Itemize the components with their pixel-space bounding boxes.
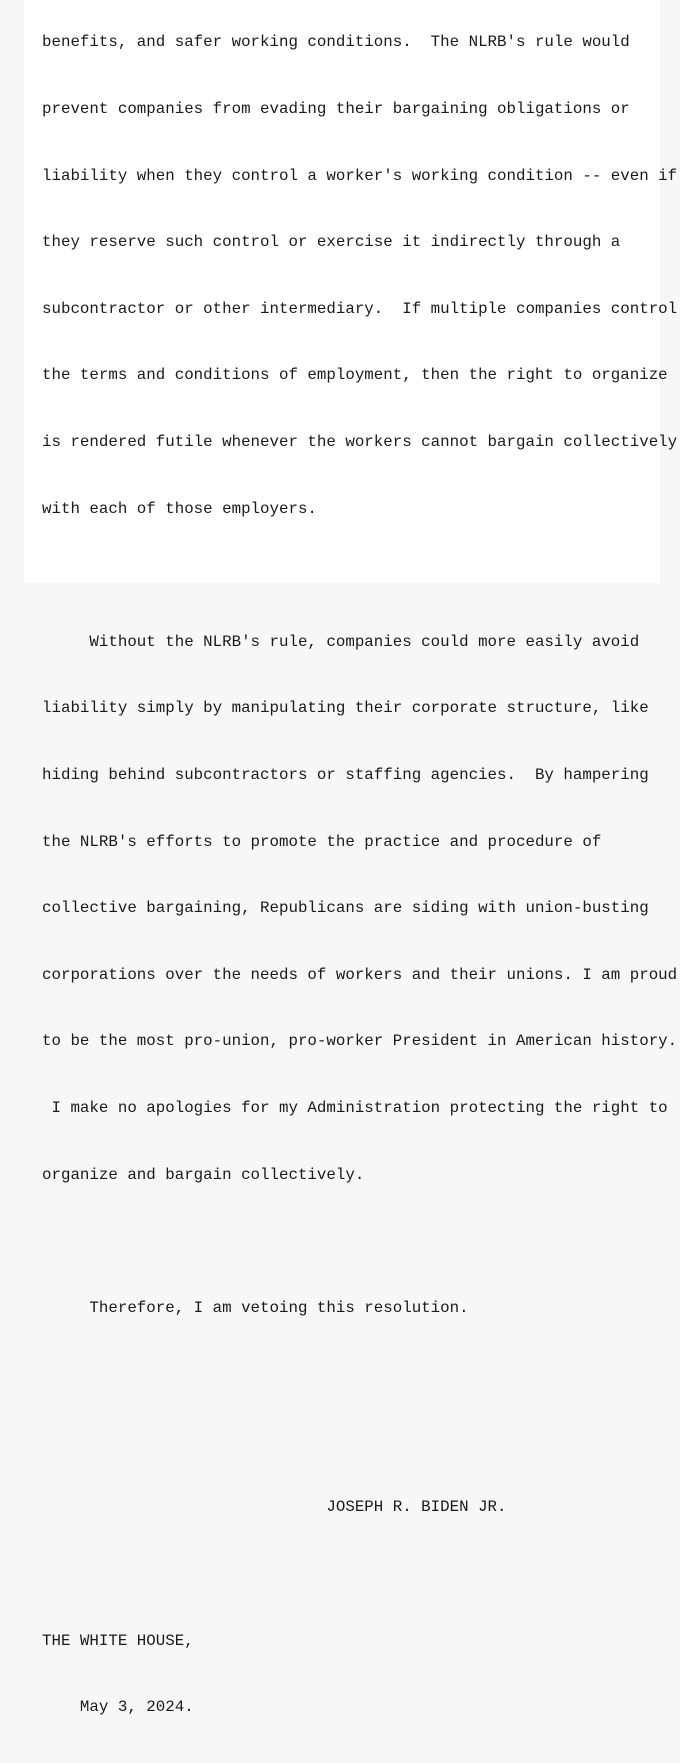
blank-line <box>42 564 652 586</box>
blank-line <box>42 1430 652 1452</box>
signature: JOSEPH R. BIDEN JR. <box>42 1498 507 1517</box>
text-line: hiding behind subcontractors or staffing agencies. By hampering <box>42 765 649 784</box>
text-line: Without the NLRB's rule, companies could more easily avoid <box>42 632 640 651</box>
document-text <box>42 0 678 1763</box>
text-line: Therefore, I am vetoing this resolution. <box>42 1298 469 1317</box>
text-line: liability simply by manipulating their corporate structure, like <box>42 699 649 718</box>
text-line: is rendered futile whenever the workers cannot bargain collectively <box>42 432 678 451</box>
document-page <box>24 0 678 1717</box>
text-line: the terms and conditions of employment, then the right to organize <box>42 366 668 385</box>
blank-line <box>42 1230 652 1252</box>
text-line: to be the most pro-union, pro-worker President in American history. <box>42 1032 678 1051</box>
text-line: organize and bargain collectively. <box>42 1165 365 1184</box>
text-line: benefits, and safer working conditions. The NLRB's rule would <box>42 33 630 52</box>
text-line: with each of those employers. <box>42 499 317 518</box>
text-line: subcontractor or other intermediary. If multiple companies control <box>42 299 678 318</box>
text-line: prevent companies from evading their bargaining obligations or <box>42 100 630 118</box>
blank-line <box>42 1563 652 1585</box>
date-line: May 3, 2024. <box>42 1698 194 1717</box>
text-line: collective bargaining, Republicans are siding with union-busting <box>42 899 649 918</box>
text-line: I make no apologies for my Administration protecting the right to <box>42 1098 668 1117</box>
text-line: liability when they control a worker's working condition -- even if <box>42 166 678 185</box>
blank-line <box>42 1363 652 1385</box>
place-line: THE WHITE HOUSE, <box>42 1631 194 1650</box>
text-line: corporations over the needs of workers and their unions. I am proud <box>42 965 678 984</box>
text-line: the NLRB's efforts to promote the practice and procedure of <box>42 832 602 851</box>
text-line: they reserve such control or exercise it indirectly through a <box>42 233 621 252</box>
